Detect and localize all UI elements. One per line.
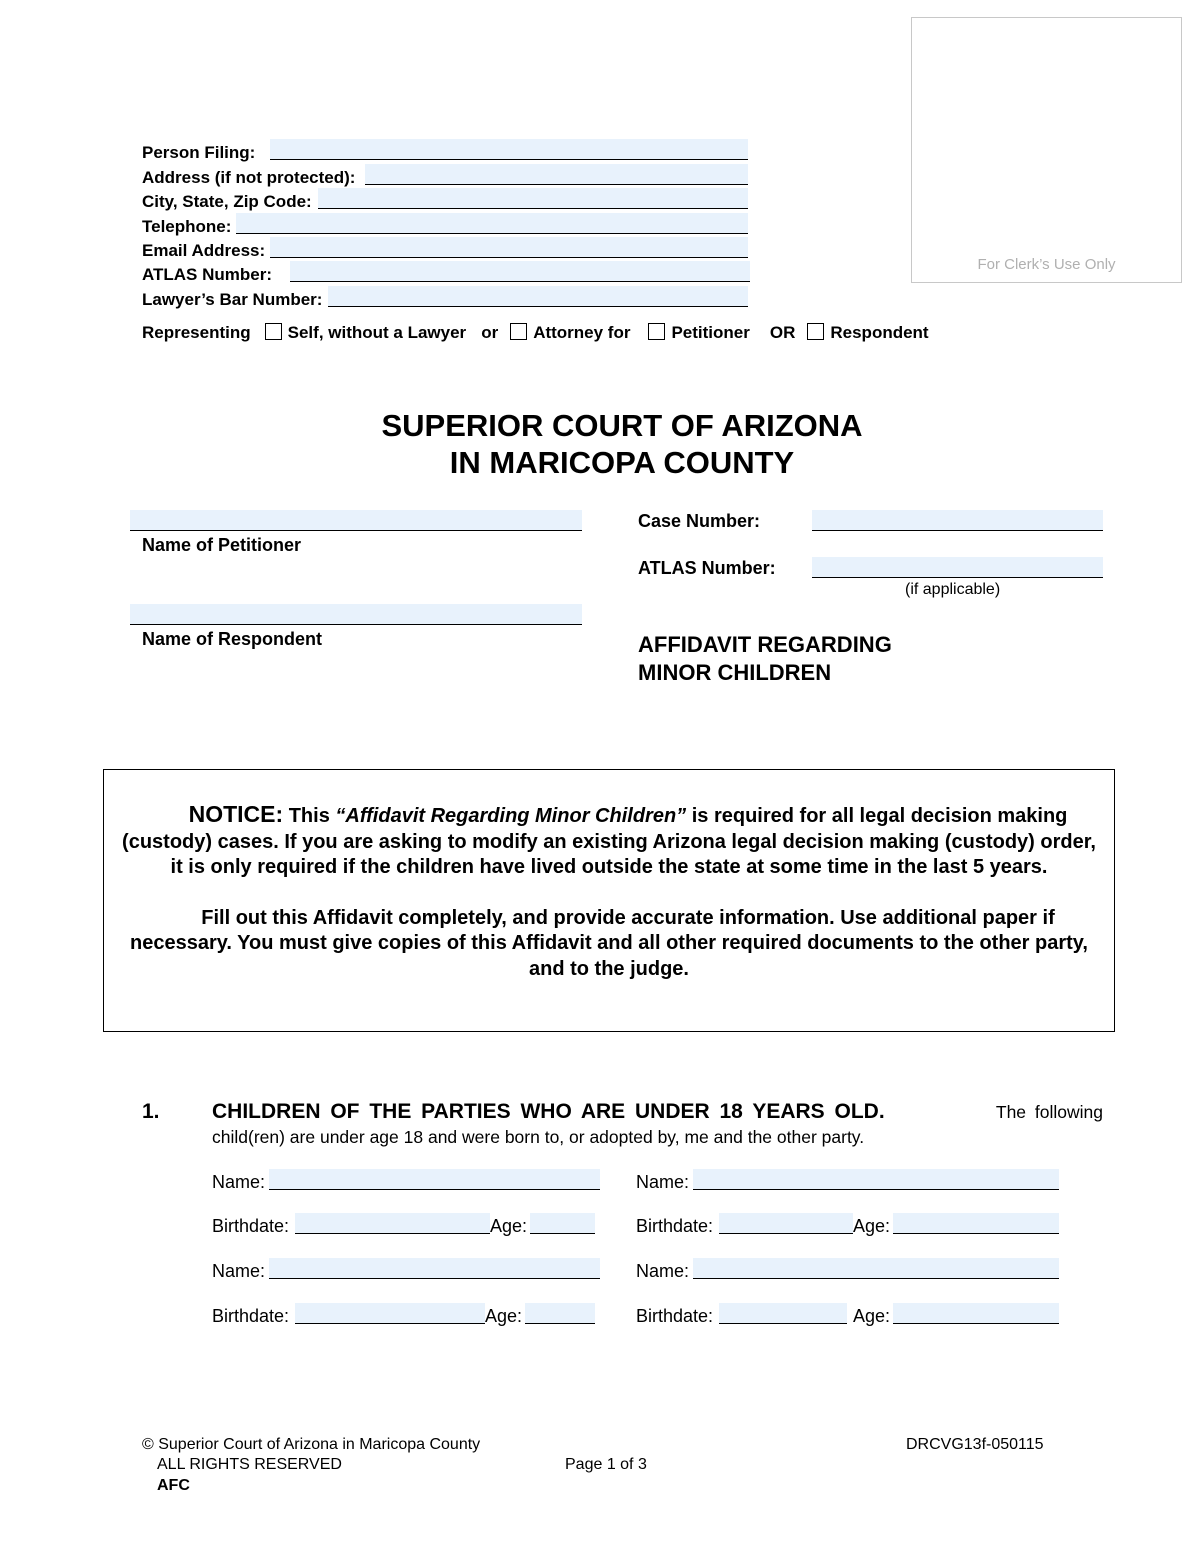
- child-2-birthdate-label: Birthdate:: [636, 1216, 714, 1236]
- person-filing-field[interactable]: [270, 139, 748, 160]
- petitioner-checkbox[interactable]: [648, 323, 665, 340]
- representing-label: Representing: [142, 323, 251, 342]
- notice-doc-name: “Affidavit Regarding Minor Children”: [335, 805, 687, 827]
- atlas-number-field[interactable]: [290, 261, 750, 282]
- atlas-number-label: ATLAS Number:: [142, 265, 273, 284]
- email-field[interactable]: [270, 237, 748, 258]
- section-1-number: 1.: [142, 1100, 160, 1123]
- attorney-label: Attorney for: [533, 323, 631, 342]
- footer-code: AFC: [157, 1477, 190, 1494]
- court-title-line1: SUPERIOR COURT OF ARIZONA: [381, 408, 863, 443]
- section-1-heading: CHILDREN OF THE PARTIES WHO ARE UNDER 18 YEARS OLD.: [212, 1100, 885, 1123]
- if-applicable-note: (if applicable): [905, 581, 1001, 598]
- self-checkbox[interactable]: [265, 323, 282, 340]
- address-label: Address (if not protected):: [142, 168, 356, 187]
- clerk-use-label: For Clerk’s Use Only: [977, 256, 1116, 273]
- section-1-heading-row: [212, 1100, 1103, 1124]
- or-upper-label: OR: [769, 323, 796, 342]
- doc-title-line1: AFFIDAVIT REGARDING: [638, 632, 892, 657]
- or-label: or: [481, 323, 499, 342]
- child-4-birthdate-label: Birthdate:: [636, 1306, 714, 1326]
- child-2-age-label: Age:: [853, 1216, 891, 1236]
- footer-page-number: Page 1 of 3: [565, 1456, 647, 1473]
- self-label: Self, without a Lawyer: [287, 323, 467, 342]
- case-number-label: Case Number:: [638, 511, 761, 531]
- child-1-name-label: Name:: [212, 1172, 266, 1192]
- address-field[interactable]: [365, 164, 748, 185]
- respondent-checkbox[interactable]: [807, 323, 824, 340]
- child-2-age-field[interactable]: [893, 1213, 1059, 1234]
- notice-box: [103, 769, 1115, 1032]
- notice-p1-text: is required for all legal decision making (custody) cases. If you are asking to modify an existing Arizona legal decision making (custody) order, it is only required if the children have lived outside the state at some time in the last 5 years.: [122, 805, 1096, 878]
- child-2-name-label: Name:: [636, 1172, 690, 1192]
- petitioner-label: Name of Petitioner: [142, 535, 302, 555]
- child-3-name-field[interactable]: [269, 1258, 600, 1279]
- notice-p2-text: Fill out this Affidavit completely, and provide accurate information. Use additional paper if necessary. You must give copies of this Affidavit and all other required documents to the other party, and to the judge.: [130, 906, 1088, 980]
- child-1-birthdate-field[interactable]: [295, 1213, 490, 1234]
- child-1-age-field[interactable]: [530, 1213, 595, 1234]
- child-4-name-field[interactable]: [693, 1258, 1059, 1279]
- child-4-name-label: Name:: [636, 1261, 690, 1281]
- city-state-zip-label: City, State, Zip Code:: [142, 192, 312, 211]
- respondent-label: Name of Respondent: [142, 629, 323, 649]
- petitioner-label: Petitioner: [671, 323, 750, 342]
- footer-rights: ALL RIGHTS RESERVED: [157, 1456, 342, 1473]
- notice-paragraph-2: [104, 906, 1114, 983]
- child-4-age-label: Age:: [853, 1306, 891, 1326]
- child-3-name-label: Name:: [212, 1261, 266, 1281]
- caption-atlas-label: ATLAS Number:: [638, 558, 776, 578]
- notice-paragraph-1: [104, 802, 1114, 881]
- case-number-field[interactable]: [812, 510, 1103, 531]
- telephone-label: Telephone:: [142, 217, 232, 236]
- child-4-birthdate-field[interactable]: [719, 1303, 847, 1324]
- footer-copyright: © Superior Court of Arizona in Maricopa County: [142, 1436, 481, 1453]
- city-state-zip-field[interactable]: [318, 188, 748, 209]
- section-1-intro-start: The following: [995, 1102, 1103, 1122]
- bar-number-field[interactable]: [328, 286, 748, 307]
- child-1-age-label: Age:: [490, 1216, 528, 1236]
- child-2-birthdate-field[interactable]: [719, 1213, 853, 1234]
- child-3-birthdate-field[interactable]: [295, 1303, 485, 1324]
- respondent-name-field[interactable]: [130, 604, 582, 625]
- section-1-intro: child(ren) are under age 18 and were born to, or adopted by, me and the other party.: [212, 1127, 865, 1147]
- respondent-label: Respondent: [830, 323, 929, 342]
- notice-heading: NOTICE:: [188, 801, 284, 827]
- doc-title-line2: MINOR CHILDREN: [638, 660, 832, 685]
- clerk-use-box: [911, 17, 1182, 283]
- person-filing-label: Person Filing:: [142, 143, 256, 162]
- email-label: Email Address:: [142, 241, 266, 260]
- notice-this: This: [288, 805, 330, 827]
- child-3-age-label: Age:: [485, 1306, 523, 1326]
- caption-atlas-field[interactable]: [812, 557, 1103, 578]
- court-title-line2: IN MARICOPA COUNTY: [449, 445, 795, 480]
- footer-form-id: DRCVG13f-050115: [906, 1436, 1044, 1453]
- attorney-checkbox[interactable]: [510, 323, 527, 340]
- child-1-name-field[interactable]: [269, 1169, 600, 1190]
- telephone-field[interactable]: [236, 213, 748, 234]
- bar-number-label: Lawyer’s Bar Number:: [142, 290, 323, 309]
- representing-row: [142, 323, 929, 343]
- child-3-age-field[interactable]: [525, 1303, 595, 1324]
- child-1-birthdate-label: Birthdate:: [212, 1216, 290, 1236]
- child-3-birthdate-label: Birthdate:: [212, 1306, 290, 1326]
- petitioner-name-field[interactable]: [130, 510, 582, 531]
- child-4-age-field[interactable]: [893, 1303, 1059, 1324]
- child-2-name-field[interactable]: [693, 1169, 1059, 1190]
